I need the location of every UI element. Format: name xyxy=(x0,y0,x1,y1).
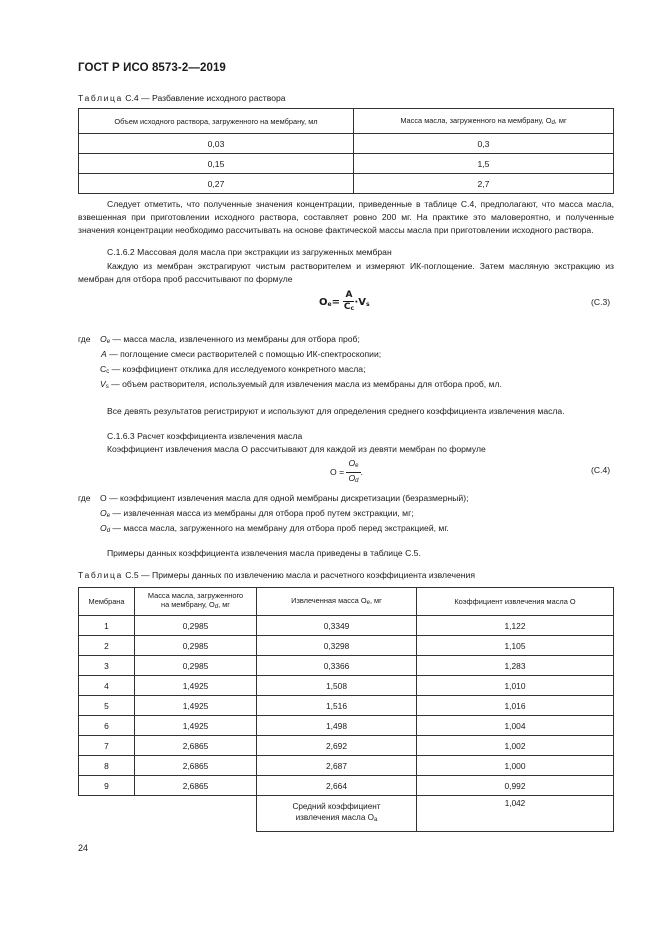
table-cell: 1,508 xyxy=(257,676,417,696)
table-cell: 1 xyxy=(79,616,135,636)
table-cell: 0,03 xyxy=(79,134,354,154)
table-row xyxy=(79,636,614,656)
table-cell: 2,664 xyxy=(257,776,417,796)
formula-c4: O = $\frac{O_e}{O_d}$ . xyxy=(330,458,363,484)
table-c5-col-membrane: Мембрана xyxy=(79,588,135,616)
table-row xyxy=(79,756,614,776)
table-cell: 0,2985 xyxy=(135,616,257,636)
paragraph-examples: Примеры данных коэффициента извлечения масла приведены в таблице С.5. xyxy=(107,548,421,558)
table-cell: 1,016 xyxy=(417,696,614,716)
table-header-row xyxy=(79,109,614,134)
table-header-row xyxy=(79,588,614,616)
table-cell: 2,6865 xyxy=(135,756,257,776)
document-header: ГОСТ Р ИСО 8573-2—2019 xyxy=(78,62,226,74)
table-c4-col1-header: Объем исходного раствора, загруженного на мембрану, мл xyxy=(79,109,354,134)
definition-oe-extracted: $O_e$ — извлеченная масса из мембраны для отбора проб путем экстракции, мг; xyxy=(100,508,414,519)
table-row xyxy=(79,134,614,154)
table-cell: 1,516 xyxy=(257,696,417,716)
formula-c3: $O_e=$ $\frac{A}{C_c}$ $\cdot V_s$ xyxy=(319,290,370,312)
paragraph-coefficient: Коэффициент извлечения масла O рассчитывают для каждой из девяти мембран по формуле xyxy=(107,444,486,454)
formula-c4-number: (С.4) xyxy=(591,465,611,475)
caption-text: С.4 — Разбавление исходного раствора xyxy=(125,93,286,103)
table-cell: 5 xyxy=(79,696,135,716)
table-cell: 0,27 xyxy=(79,174,354,194)
section-heading-c163: С.1.6.3 Расчет коэффициента извлечения масла xyxy=(107,431,303,441)
definition-od: $O_d$ — масса масла, загруженного на мембрану для отбора проб перед экстракцией, мг. xyxy=(100,523,449,534)
formula-c3-number: (С.3) xyxy=(591,297,611,307)
table-row xyxy=(79,716,614,736)
table-cell: 1,4925 xyxy=(135,696,257,716)
table-cell: 0,3 xyxy=(354,134,614,154)
table-cell: 1,5 xyxy=(354,154,614,174)
table-cell: 1,105 xyxy=(417,636,614,656)
table-cell: 4 xyxy=(79,676,135,696)
definition-cc: $C_c$ — коэффициент отклика для исследуемого конкретного масла; xyxy=(100,364,366,375)
caption-label: Таблица xyxy=(78,570,123,580)
table-average-row xyxy=(79,796,614,832)
average-coefficient-value: 1,042 xyxy=(417,796,614,832)
average-coefficient-label: Средний коэффициент извлечения масла $O_a$ xyxy=(257,796,417,832)
table-cell: 2,7 xyxy=(354,174,614,194)
table-cell: 3 xyxy=(79,656,135,676)
table-cell: 0,2985 xyxy=(135,656,257,676)
definition-a: A — поглощение смеси растворителей с помощью ИК-спектроскопии; xyxy=(101,349,382,359)
table-cell: 2,687 xyxy=(257,756,417,776)
section-heading-c162: С.1.6.2 Массовая доля масла при экстракции из загруженных мембран xyxy=(107,247,392,257)
table-cell: 1,122 xyxy=(417,616,614,636)
table-cell: 1,498 xyxy=(257,716,417,736)
table-row xyxy=(79,696,614,716)
caption-label: Таблица xyxy=(78,93,123,103)
table-c5 xyxy=(78,587,614,832)
table-row xyxy=(79,616,614,636)
table-empty-cell xyxy=(79,796,257,832)
table-cell: 2,6865 xyxy=(135,736,257,756)
table-row xyxy=(79,736,614,756)
table-c5-caption xyxy=(78,570,475,580)
paragraph-extraction: Каждую из мембран экстрагируют чистым растворителем и измеряют ИК-поглощение. Затем масляную экстракцию из мембран для отбора проб рассчитывают по формуле xyxy=(78,261,614,284)
table-cell: 1,4925 xyxy=(135,716,257,736)
table-cell: 0,3349 xyxy=(257,616,417,636)
table-cell: 8 xyxy=(79,756,135,776)
caption-text: С.5 — Примеры данных по извлечению масла и расчетного коэффициента извлечения xyxy=(125,570,475,580)
paragraph-concentration-note: Следует отметить, что полученные значения концентрации, приведенные в таблице С.4, предполагают, что масса масла, взвешенная при приготовлении исходного раствора, составляет ровно 200 мг. На практике это маловероятно, и полученные значения концентрации необходимо рассчитывать на основе фактической массы масла при приготовлении исходного раствора. xyxy=(78,199,614,235)
definition-oe: $O_e$ — масса масла, извлеченного из мембраны для отбора проб; xyxy=(100,334,360,345)
paragraph-results: Все девять результатов регистрируют и используют для определения среднего коэффициента извлечения масла. xyxy=(107,406,565,416)
table-c5-col-loaded-mass: Масса масла, загруженного на мембрану, $O_d$, мг xyxy=(135,588,257,616)
where-label: где xyxy=(78,334,91,344)
table-cell: 1,010 xyxy=(417,676,614,696)
table-row xyxy=(79,676,614,696)
table-cell: 7 xyxy=(79,736,135,756)
table-row xyxy=(79,174,614,194)
table-cell: 6 xyxy=(79,716,135,736)
table-cell: 2 xyxy=(79,636,135,656)
table-cell: 2,692 xyxy=(257,736,417,756)
table-c5-col-coefficient: Коэффициент извлечения масла O xyxy=(417,588,614,616)
table-cell: 1,002 xyxy=(417,736,614,756)
table-cell: 1,4925 xyxy=(135,676,257,696)
table-cell: 0,2985 xyxy=(135,636,257,656)
table-cell: 1,000 xyxy=(417,756,614,776)
table-cell: 9 xyxy=(79,776,135,796)
table-cell: 0,3366 xyxy=(257,656,417,676)
table-c4 xyxy=(78,108,614,194)
table-cell: 1,004 xyxy=(417,716,614,736)
table-cell: 0,3298 xyxy=(257,636,417,656)
table-row xyxy=(79,776,614,796)
page-number: 24 xyxy=(78,843,89,853)
table-cell: 0,992 xyxy=(417,776,614,796)
table-c4-caption xyxy=(78,93,286,103)
table-cell: 1,283 xyxy=(417,656,614,676)
where-label: где xyxy=(78,493,91,503)
table-row xyxy=(79,656,614,676)
definition-o: O — коэффициент извлечения масла для одной мембраны дискретизации (безразмерный); xyxy=(100,493,469,503)
table-cell: 0,15 xyxy=(79,154,354,174)
table-row xyxy=(79,154,614,174)
definition-vs: $V_s$ — объем растворителя, используемый для извлечения масла из мембраны для отбора проб, мл. xyxy=(100,379,502,390)
table-c5-col-extracted-mass: Извлеченная масса $O_e$, мг xyxy=(257,588,417,616)
table-c4-col2-header: Масса масла, загруженного на мембрану, $O_d$, мг xyxy=(354,109,614,134)
table-cell: 2,6865 xyxy=(135,776,257,796)
